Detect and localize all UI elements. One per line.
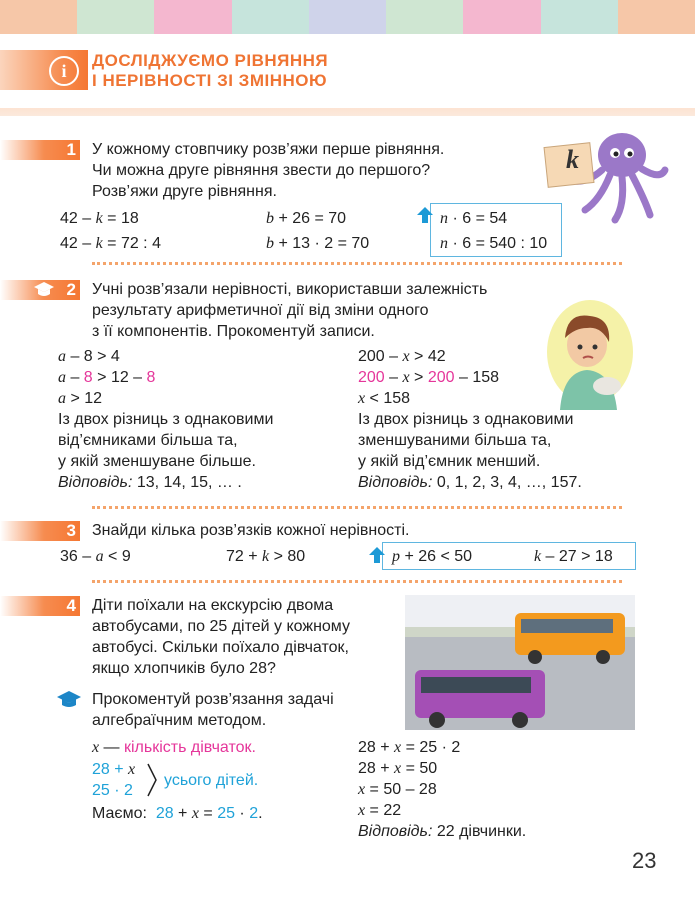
task-number-4: 4 [0, 596, 80, 616]
brace-icon [146, 762, 158, 798]
stripe-segment [309, 0, 387, 34]
letter-card-text: k [566, 145, 579, 174]
stripe-segment [618, 0, 695, 34]
stripe-segment [463, 0, 541, 34]
stripe-segment [154, 0, 232, 34]
task1-eq-a2: 42 – k = 72 : 4 [60, 235, 161, 252]
task1-eq-b2: b + 13 · 2 = 70 [266, 235, 370, 252]
stripe-segment [0, 0, 78, 34]
task1-eq-c1: n · 6 = 54 [440, 210, 508, 227]
total-children-label: усього дітей. [164, 772, 259, 789]
task2-right-work: 200 – x > 42 200 – x > 200 – 158 x < 158 Із двох різниць з однаковими зменшуваними більша та, у якій від’ємник менший. Відповідь: 0, 1, 2, 3, 4, …, 157. [358, 348, 582, 491]
advanced-arrow-icon [369, 547, 385, 555]
separator-1 [92, 262, 622, 265]
stripe-segment [232, 0, 310, 34]
task2-left-work: a – 8 > 4 a – 8 > 12 – 8 a > 12 Із двох різниць з однаковими від’ємниками більша та, у якій зменшуване більше. Відповідь: 13, 14, 15, … . [58, 348, 274, 491]
task4-solution: 28 + x = 25 · 2 28 + x = 50 x = 50 – 28 x = 22 Відповідь: 22 дівчинки. [358, 739, 527, 840]
task1-eq-a1: 42 – k = 18 [60, 210, 139, 227]
separator-3 [92, 580, 622, 583]
variable-description: кількість дівчаток. [124, 739, 256, 756]
stripe-segment [77, 0, 155, 34]
task3-ineq-4: k – 27 > 18 [534, 548, 613, 565]
page-title: ДОСЛІДЖУЄМО РІВНЯННЯ І НЕРІВНОСТІ ЗІ ЗМІННОЮ [92, 51, 329, 90]
graduation-cap-icon [33, 281, 55, 299]
task1-eq-c2: n · 6 = 540 : 10 [440, 235, 548, 252]
advanced-arrow-icon [417, 207, 433, 215]
task-number-3: 3 [0, 521, 80, 541]
octopus-illustration [540, 125, 670, 225]
header-rule [0, 108, 695, 116]
task4-text: Діти поїхали на екскурсію двома автобусами, по 25 дітей у кожному автобусі. Скільки поїхало дівчаток, якщо хлопчиків було 28? [92, 597, 350, 677]
task-number-2: 2 [0, 280, 80, 300]
stripe-segment [386, 0, 464, 34]
task3-text: Знайди кілька розв’язків кожної нерівності. [92, 522, 410, 539]
task2-text: Учні розв’язали нерівності, використавши залежність результату арифметичної дії від зміни одного з її компонентів. Прокоментуй записи. [92, 281, 488, 340]
answer-label: Відповідь: [58, 474, 133, 491]
task3-ineq-1: 36 – a < 9 [60, 548, 131, 565]
expr-25-times-2: 25 · 2 [92, 782, 133, 799]
page-number: 23 [632, 848, 657, 873]
task3-ineq-3: p + 26 < 50 [392, 548, 473, 565]
task3-ineq-2: 72 + k > 80 [226, 548, 306, 565]
boy-illustration [545, 300, 635, 410]
task-number-1: 1 [0, 140, 80, 160]
info-icon: i [49, 56, 79, 86]
task4-have-line: Маємо: 28 + x = 25 · 2. [92, 805, 263, 822]
stripe-segment [541, 0, 619, 34]
task4-comment: Прокоментуй розв’язання задачі алгебраїчним методом. [92, 691, 334, 729]
task4-var-line: x — кількість дівчаток. [92, 739, 256, 756]
task1-text: У кожному стовпчику розв’яжи перше рівняння. Чи можна друге рівняння звести до першого? Розв’яжи друге рівняння. [92, 141, 445, 200]
graduation-cap-icon [56, 690, 82, 715]
task1-eq-b1: b + 26 = 70 [266, 210, 347, 227]
answer-label: Відповідь: [358, 474, 433, 491]
separator-2 [92, 506, 622, 509]
expr-28-plus-x: 28 + x [92, 761, 136, 778]
buses-illustration [405, 595, 635, 730]
